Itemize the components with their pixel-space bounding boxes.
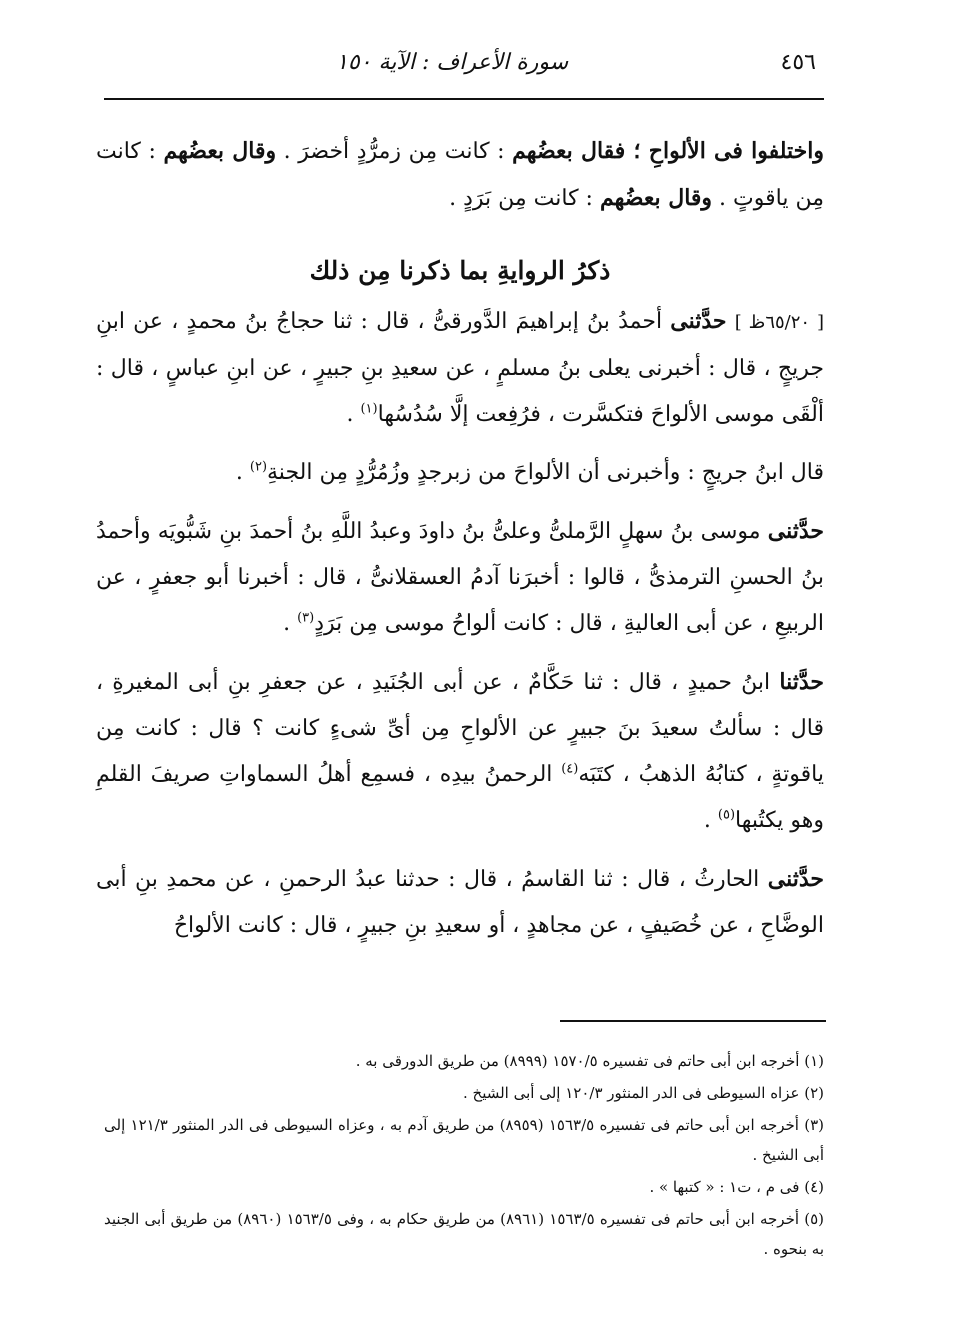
footnote-item: (٤) فى م ، ت١ : « كتبها » . [649, 1178, 824, 1196]
section-heading: ذكرُ الروايةِ بما ذكرنا مِن ذلك [309, 256, 611, 285]
footnotes [104, 1046, 824, 1266]
intro-segment: واختلفوا فى الألواحِ ؛ فقال بعضُهم [512, 138, 824, 164]
intro-segment: وقال بعضُهم [599, 185, 713, 211]
footnote-item: (١) أخرجه ابن أبى حاتم فى تفسيره ١٥٧٠/٥ (٨٩٩٩) من طريق الدورقى به . [355, 1052, 824, 1070]
narration-text: موسى بنُ سهلٍ الرَّملىُّ وعلىُّ بنُ داودَ وعبدُ اللَّهِ بنُ أحمدَ بنِ شَبُّويَه وأحمدُ بنُ الحسنِ الترمذىُّ ، قالوا : أخبرَنا آدمُ العسقلانىُّ ، قال : أخبرنا أبو جعفرٍ ، عن الربيعِ ، عن أبى العاليةِ ، قال : كانت ألواحُ موسى مِن بَرَدٍ [96, 519, 824, 636]
intro-segment: : كانت مِن ياقوتٍ . [96, 139, 824, 211]
narration-lead: حدَّثنى [670, 308, 727, 334]
intro-segment: وقال بعضُهم [163, 138, 277, 164]
footnote-marker: (١) [360, 401, 378, 417]
footnote-marker: (٢) [249, 459, 268, 475]
intro-segment: : كانت مِن زمرُّدٍ أخضرَ . [276, 139, 513, 164]
narration-text: قال ابنُ جريجٍ : وأخبرنى أن الألواحَ من زبرجدٍ وزُمُرُّدٍ مِن الجنةِ [267, 460, 824, 485]
page-number: ٤٥٦ [780, 50, 816, 75]
running-title: سورة الأعراف : الآية ١٥٠ [336, 50, 569, 75]
narration-lead: حدَّثنى [767, 518, 824, 544]
narration-1 [96, 298, 824, 438]
intro-segment: : كانت مِن بَرَدٍ . [449, 186, 600, 211]
manuscript-ref: [ ٦٥/٢٠ظ ] [734, 312, 825, 333]
footnote-item: (٢) عزاه السيوطى فى الدر المنثور ١٢٠/٣ إلى أبى الشيخ . [462, 1084, 824, 1102]
narration-3 [96, 508, 824, 647]
narration-lead: حدَّثنى [767, 866, 824, 892]
narration-2 [96, 450, 824, 496]
header-rule [104, 98, 824, 100]
narration-text: أحمدُ بنُ إبراهيمَ الدَّورقىُّ ، قال : ثنا حجاجُ بنُ محمدٍ ، عن ابنِ جريجٍ ، قال : أخبرنى يعلى بنُ مسلمٍ ، عن سعيدِ بنِ جبيرٍ ، عن ابنِ عباسٍ ، قال : ألْقَى موسى الألواحَ فتكسَّرت ، فرُفِعت إلَّا سُدُسُها [96, 309, 824, 427]
narration-text: ابنُ حميدٍ ، قال : ثنا حَكَّامٌ ، عن أبى الجُنَيدِ ، عن جعفرِ بنِ أبى المغيرةِ ، قال : سألتُ سعيدَ بنَ جبيرٍ عن الألواحِ مِن أىِّ شىءٍ كانت ؟ قال : كانت مِن ياقوتةٍ ، كتابُهُ الذهبُ ، كتَبَه [96, 670, 824, 787]
footnote-marker: (٣) [297, 610, 315, 626]
footnote-rule [560, 1020, 826, 1022]
narration-4 [96, 659, 824, 844]
footnote-item: (٥) أخرجه ابن أبى حاتم فى تفسيره ١٥٦٣/٥ (٨٩٦١) من طريق حكام به ، وفى ١٥٦٣/٥ (٨٩٦٠) من طريق أبى الجنيد به بنحوه . [104, 1210, 825, 1258]
footnote-marker: (٥) [717, 807, 736, 823]
narration-text: الحارثُ ، قال : ثنا القاسمُ ، قال : حدثنا عبدُ الرحمنِ ، عن محمدِ بنِ أبى الوضَّاحِ ، عن خُصَيفٍ ، عن مجاهدٍ ، أو سعيدِ بنِ جبيرٍ ، قال : كانت الألواحُ [96, 867, 824, 938]
narration-end: . [235, 460, 250, 485]
intro-paragraph [96, 128, 824, 222]
main-text [96, 128, 824, 949]
narration-lead: حدَّثنا [779, 669, 824, 695]
narration-text: الرحمنُ بيدِه ، فسمِع أهلُ السماواتِ صريفَ القلمِ وهو يكتُبها [96, 762, 824, 833]
narration-end: . [703, 808, 718, 833]
footnote-marker: (٤) [561, 761, 579, 777]
footnote-item: (٣) أخرجه ابن أبى حاتم فى تفسيره ١٥٦٣/٥ (٨٩٥٩) من طريق آدم به ، وعزاه السيوطى فى الدر المنثور ١٢١/٣ إلى أبى الشيخ . [104, 1116, 824, 1164]
narration-end: . [283, 611, 298, 636]
narration-5 [96, 856, 824, 949]
page-header [104, 44, 824, 88]
narration-end: . [346, 402, 361, 427]
